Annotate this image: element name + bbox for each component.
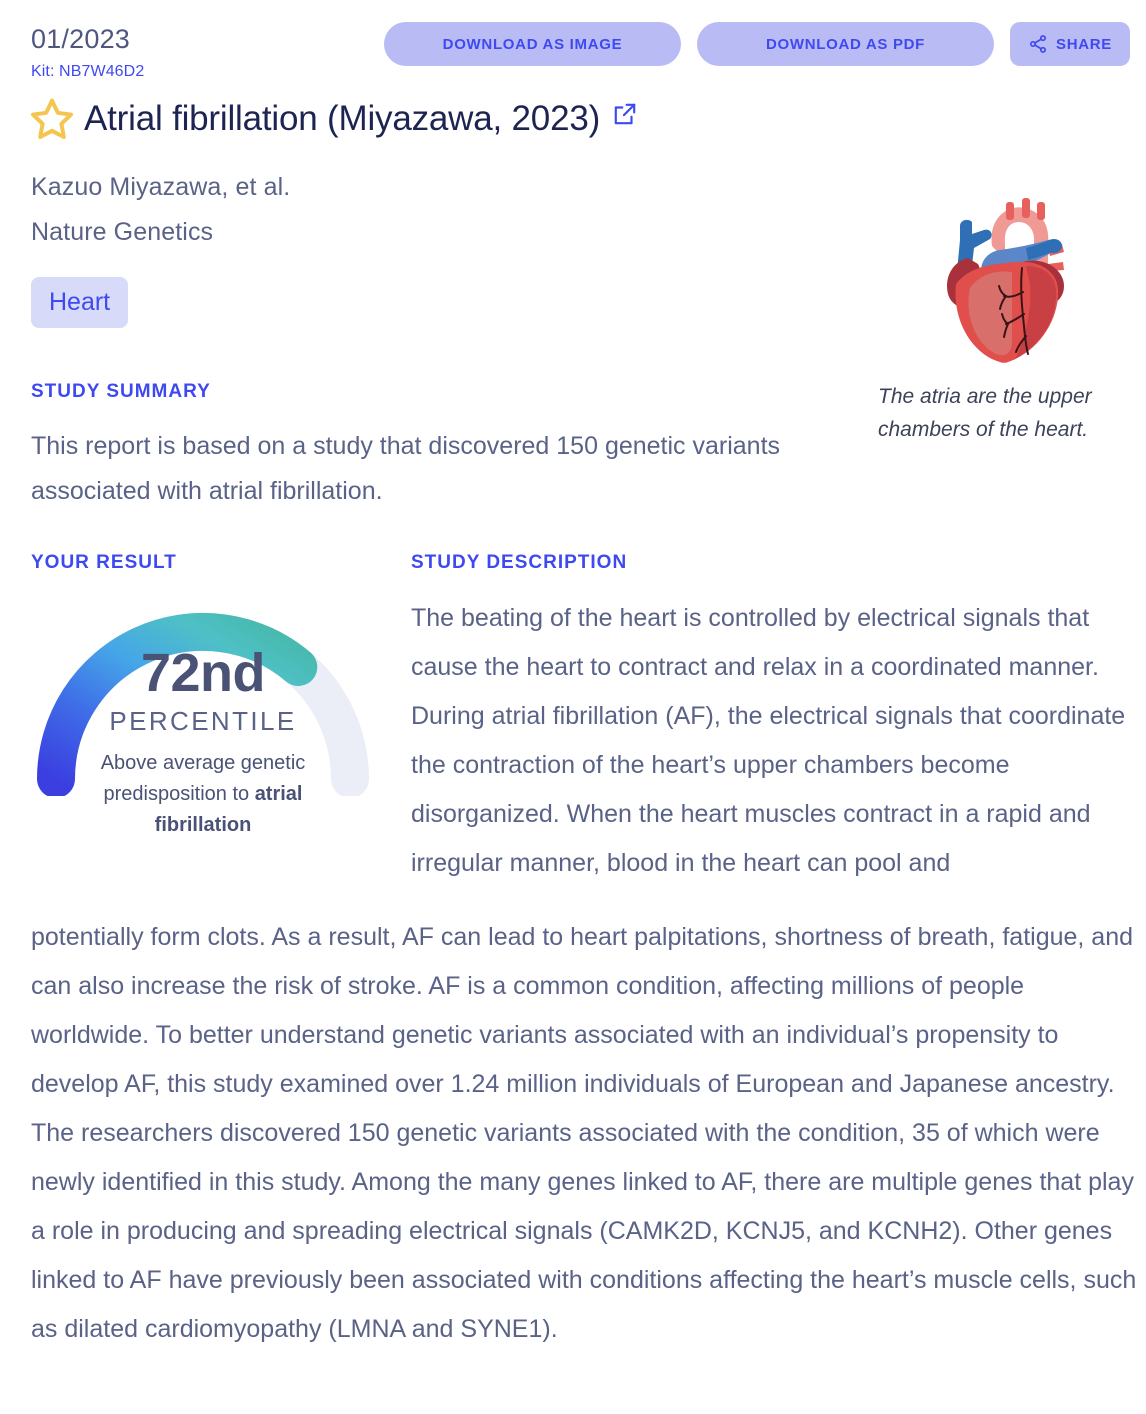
kit-id: Kit: NB7W46D2 [31, 63, 145, 80]
gauge-description-emphasis: atrial fibrillation [154, 783, 303, 836]
gauge-unit: PERCENTILE [109, 706, 297, 736]
title-row [28, 96, 638, 142]
share-icon [1028, 34, 1048, 54]
share-label: SHARE [1055, 35, 1112, 53]
download-as-image-button[interactable] [384, 22, 681, 66]
journal: Nature Genetics [31, 218, 214, 246]
percentile-gauge [18, 586, 388, 856]
top-bar [0, 0, 1146, 92]
your-result-heading: YOUR RESULT [31, 552, 177, 573]
gauge-value: 72nd [140, 643, 266, 703]
gauge-description-prefix: Above average genetic predisposition to [100, 752, 306, 805]
download-as-image-label: DOWNLOAD AS IMAGE [442, 35, 623, 53]
star-icon[interactable] [28, 95, 76, 143]
gauge-fill [56, 632, 298, 779]
heart-illustration-icon [930, 196, 1080, 366]
download-as-pdf-button[interactable] [697, 22, 994, 66]
gauge-arc [18, 586, 388, 796]
heart-figure-caption: The atria are the upper chambers of the heart. [878, 385, 1092, 441]
report-date: 01/2023 [31, 24, 130, 54]
study-summary-body: This report is based on a study that discovered 150 genetic variants associated with atrial fibrillation. [31, 432, 781, 505]
category-tag-heart[interactable]: Heart [31, 277, 128, 328]
study-summary-heading: STUDY SUMMARY [31, 381, 211, 402]
header-actions [384, 22, 1130, 66]
heart-figure [875, 196, 1135, 446]
page-title: Atrial fibrillation (Miyazawa, 2023) [84, 99, 601, 138]
external-link-icon[interactable] [612, 101, 638, 127]
study-description-continued: potentially form clots. As a result, AF can lead to heart palpitations, shortness of breath, fatigue, and can also increase the risk of stroke. AF is a common condition, affecting millions of people worldwide. To better understand genetic variants associated with an individual’s propensity to develop AF, this study examined over 1.24 million individuals of European and Japanese ancestry. The researchers discovered 150 genetic variants associated with the condition, 35 of which were newly identified in this study. Among the many genes linked to AF, there are multiple genes that play a role in producing and spreading electrical signals (CAMK2D, KCNJ5, and KCNH2). Other genes linked to AF have previously been associated with conditions affecting the heart’s muscle cells, such as dilated cardiomyopathy (LMNA and SYNE1). [31, 923, 1137, 1343]
study-description-heading: STUDY DESCRIPTION [411, 552, 628, 573]
download-as-pdf-label: DOWNLOAD AS PDF [765, 35, 926, 53]
study-description-column: The beating of the heart is controlled by electrical signals that cause the heart to contract and relax in a coordinated manner. During atrial fibrillation (AF), the electrical signals that coordinate the contraction of the heart’s upper chambers become disorganized. When the heart muscles contract in a rapid and irregular manner, blood in the heart can pool and [411, 604, 1126, 877]
authors: Kazuo Miyazawa, et al. [31, 173, 291, 201]
share-button[interactable] [1010, 22, 1130, 66]
